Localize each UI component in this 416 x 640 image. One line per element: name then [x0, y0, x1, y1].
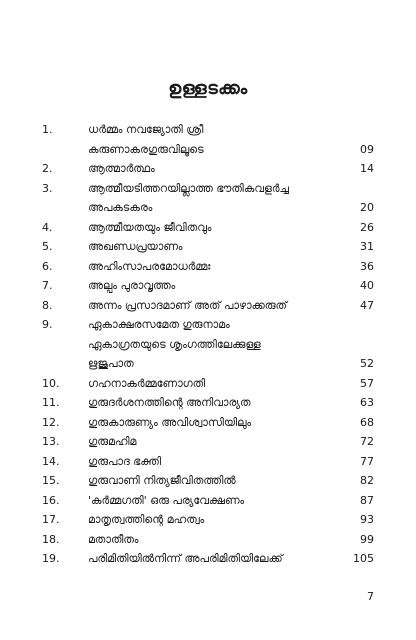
toc-entry-page: 72 [360, 435, 374, 448]
toc-entry-title: ഗുരുമഹിമ [88, 435, 137, 448]
toc-entry-number: 10. [42, 376, 60, 390]
toc-entry-number: 8. [42, 298, 53, 312]
toc-entry-number: 6. [42, 259, 53, 273]
toc-entry-line [42, 315, 374, 335]
toc-entry-page: 87 [360, 493, 374, 507]
toc-entry-number: 16. [42, 493, 60, 507]
toc-entry [42, 120, 374, 159]
table-of-contents [42, 120, 374, 569]
toc-entry-page: 52 [360, 357, 374, 370]
toc-entry-line [42, 432, 374, 452]
toc-entry-title: 'കര്‍മ്മഗതി' ഒരു പര്യവേക്ഷണം [88, 493, 245, 507]
toc-entry-title: ഗുരുപാദ ഭക്തി [88, 454, 162, 468]
toc-entry [42, 432, 374, 452]
toc-entry-title: ഗുരുദര്‍ശനത്തിന്റെ അനിവാര്യത [88, 396, 251, 409]
toc-entry-line [42, 237, 374, 257]
toc-entry-number: 13. [42, 435, 60, 448]
toc-entry-title: ധര്‍മ്മം നവജ്യോതി ശ്രീ [88, 123, 204, 136]
toc-entry-page: 47 [360, 298, 374, 312]
toc-entry-title: അപകടകരം [88, 201, 153, 214]
toc-entry-line [42, 491, 374, 511]
toc-entry-number: 15. [42, 474, 60, 487]
toc-entry-number: 3. [42, 181, 53, 195]
toc-entry-title: അല്പം പുരാവൃത്തം [88, 279, 176, 292]
toc-entry-page: 93 [360, 513, 374, 526]
toc-entry-title: ഋജുപാത [88, 357, 134, 370]
toc-entry-number: 2. [42, 162, 53, 175]
toc-entry [42, 315, 374, 374]
toc-entry-line [42, 452, 374, 472]
toc-entry-page: 63 [360, 396, 374, 409]
toc-entry-line [42, 510, 374, 530]
toc-entry-line [42, 120, 374, 140]
toc-entry-title: അന്നം പ്രസാദമാണ് അത് പാഴാക്കരുത് [88, 298, 287, 312]
toc-entry [42, 159, 374, 179]
page-number: 7 [367, 590, 374, 603]
toc-entry-number: 7. [42, 279, 53, 292]
toc-entry [42, 276, 374, 296]
toc-entry-line [42, 296, 374, 316]
toc-entry [42, 413, 374, 433]
toc-entry [42, 510, 374, 530]
toc-entry-title: അഹിംസാപരമോധര്‍മ്മഃ [88, 259, 211, 273]
toc-entry-page: 31 [360, 240, 374, 253]
toc-entry-line [42, 413, 374, 433]
toc-entry-number: 18. [42, 532, 60, 546]
toc-entry [42, 257, 374, 277]
toc-entry-number: 4. [42, 220, 53, 234]
toc-entry-page: 14 [360, 162, 374, 175]
toc-entry [42, 452, 374, 472]
toc-entry-line [42, 276, 374, 296]
toc-entry-page: 36 [360, 259, 374, 273]
toc-entry-number: 17. [42, 513, 60, 526]
toc-entry [42, 471, 374, 491]
toc-entry [42, 491, 374, 511]
toc-entry-page: 26 [360, 220, 374, 234]
toc-entry-page: 99 [360, 532, 374, 546]
toc-entry-line [42, 218, 374, 238]
toc-entry-title: അഖണ്ഡപ്രയാണം [88, 240, 183, 253]
toc-entry-line [42, 530, 374, 550]
toc-entry-page: 57 [360, 376, 374, 390]
toc-entry-number: 12. [42, 415, 60, 429]
toc-entry-title: പരിമിതിയില്‍നിന്ന് അപരിമിതിയിലേക്ക് [88, 552, 283, 565]
toc-entry [42, 218, 374, 238]
toc-entry-line [42, 393, 374, 413]
toc-entry-title: മതാതീതം [88, 532, 139, 546]
toc-entry-page: 77 [360, 454, 374, 468]
toc-entry-line [42, 354, 374, 374]
toc-entry-number: 9. [42, 318, 53, 331]
toc-entry [42, 549, 374, 569]
toc-entry [42, 179, 374, 218]
toc-entry-line [42, 179, 374, 199]
toc-entry-title: ആത്മാര്‍ത്ഥം [88, 162, 155, 175]
toc-entry-number: 19. [42, 552, 60, 565]
toc-entry-title: ഗുരുവാണി നിത്യജീവിതത്തില്‍ [88, 474, 236, 487]
toc-entry-page: 09 [360, 142, 374, 156]
toc-entry [42, 374, 374, 394]
toc-entry-title: ആത്മീയടിത്തറയില്ലാത്ത ഭൗതികവളര്‍ച്ച [88, 181, 289, 195]
page-title: ഉള്ളടക്കം [168, 78, 248, 99]
toc-entry-title: ആത്മീയതയും ജീവിതവും [88, 220, 212, 234]
toc-entry-title: ഏകാക്ഷരസമേത ഗുരുനാമം [88, 318, 230, 331]
toc-entry-number: 14. [42, 454, 60, 468]
toc-entry-title: ഗഹനാകര്‍മ്മണോഗതി [88, 376, 206, 390]
toc-entry-line [42, 257, 374, 277]
toc-entry-title: ഗുരുകാരുണ്യം അവിശ്വാസിയിലും [88, 415, 252, 429]
toc-entry-title: മാതൃത്വത്തിന്റെ മഹത്വം [88, 513, 205, 526]
toc-entry-page: 40 [360, 279, 374, 292]
toc-entry-number: 5. [42, 240, 53, 253]
toc-entry [42, 393, 374, 413]
toc-entry-line [42, 335, 374, 355]
toc-entry-page: 82 [360, 474, 374, 487]
toc-entry-title: കരുണാകരഗുരുവിലൂടെ [88, 142, 204, 156]
toc-entry-line [42, 549, 374, 569]
toc-entry-page: 105 [353, 552, 374, 565]
toc-entry-line [42, 198, 374, 218]
toc-entry-line [42, 471, 374, 491]
toc-entry-line [42, 140, 374, 160]
toc-entry [42, 296, 374, 316]
toc-entry [42, 237, 374, 257]
toc-entry-number: 1. [42, 123, 53, 136]
toc-entry-title: ഏകാഗ്രതയുടെ ശൃംഗത്തിലേക്കുള്ള [88, 337, 261, 351]
toc-entry-page: 68 [360, 415, 374, 429]
toc-entry-page: 20 [360, 201, 374, 214]
toc-entry [42, 530, 374, 550]
toc-entry-number: 11. [42, 396, 60, 409]
toc-entry-line [42, 159, 374, 179]
toc-entry-line [42, 374, 374, 394]
